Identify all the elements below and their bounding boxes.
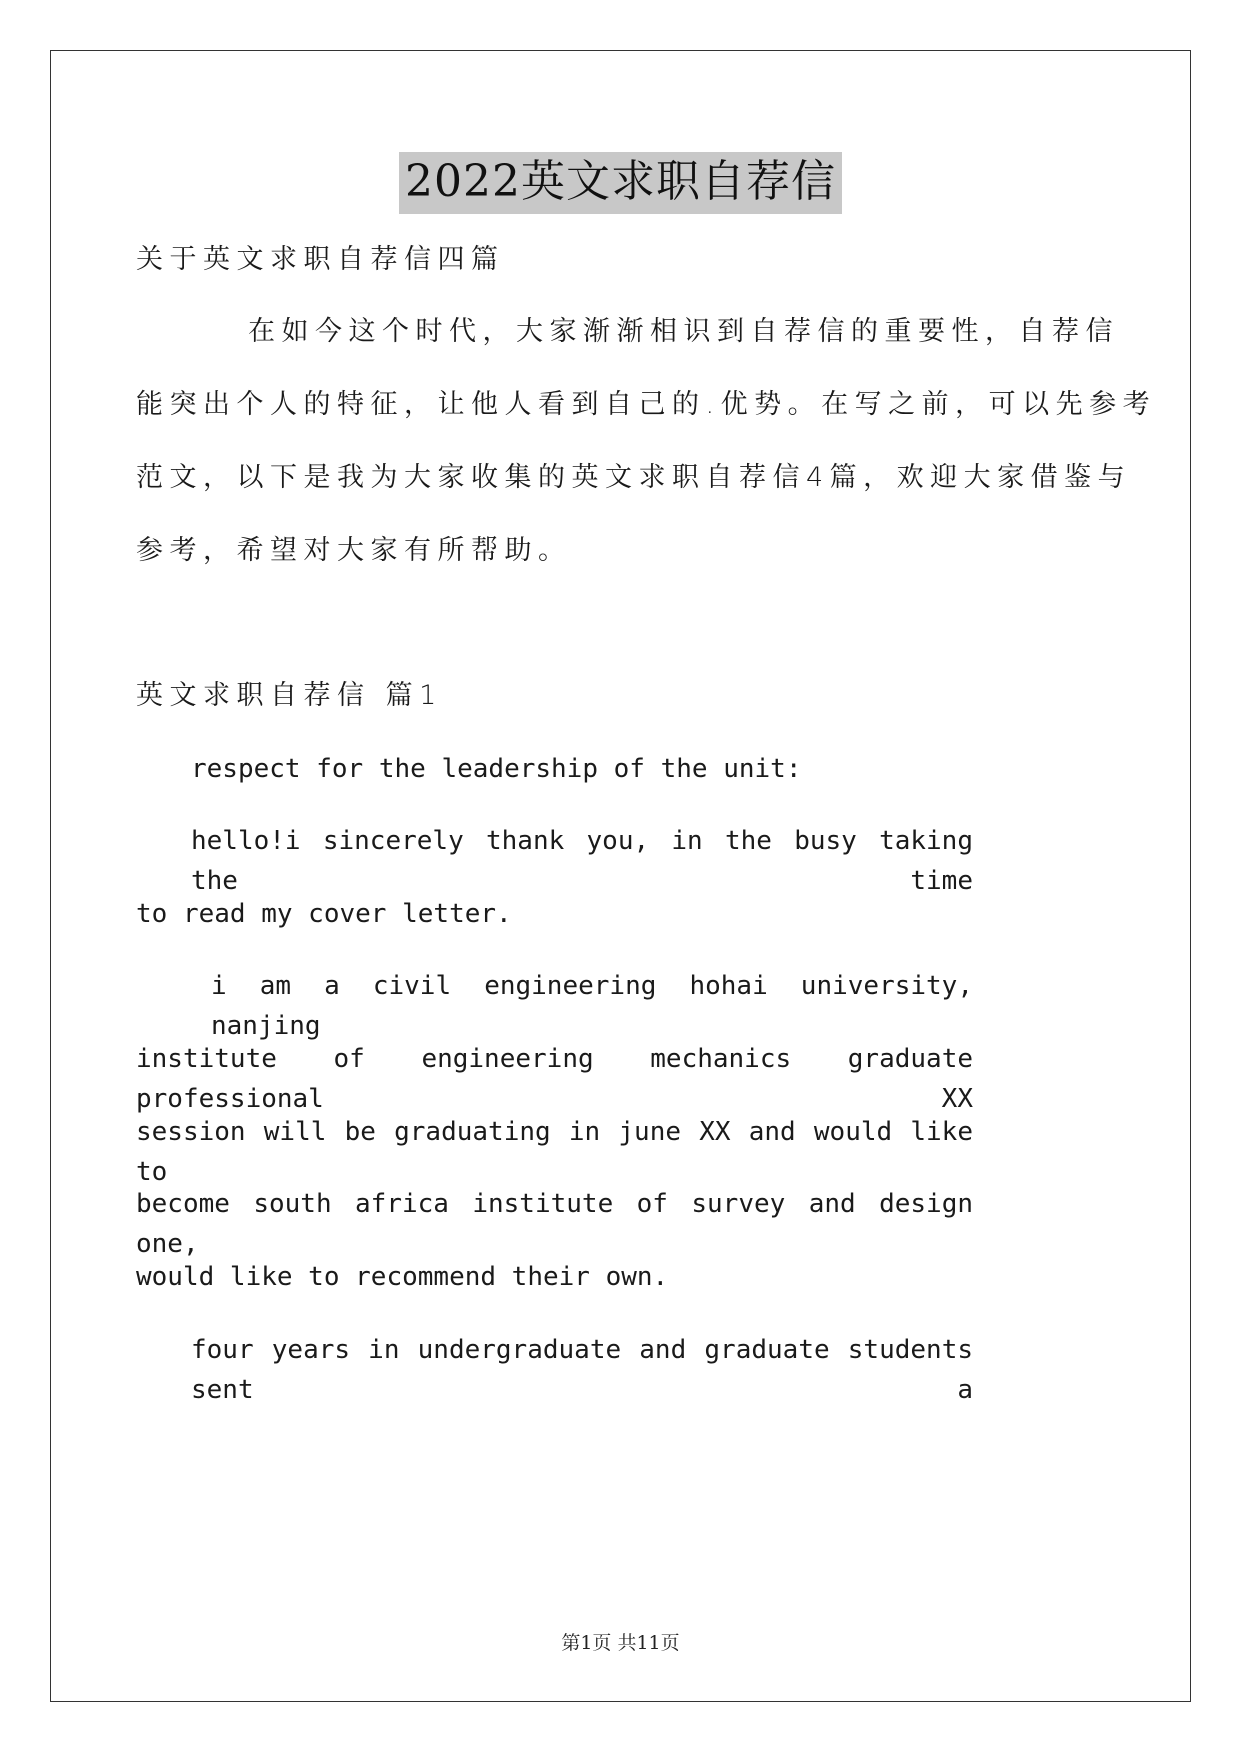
letter-line: respect for the leadership of the unit: [191, 754, 802, 784]
document-title: 2022英文求职自荐信 [399, 152, 842, 214]
letter-line: to read my cover letter. [136, 899, 512, 929]
section-heading: 英文求职自荐信 篇1 [136, 680, 443, 711]
letter-line: i am a civil engineering hohai university, nanjing [211, 971, 973, 1041]
letter-line: four years in undergraduate and graduate students sent a [191, 1335, 973, 1405]
letter-line: become south africa institute of survey and design one, [136, 1189, 973, 1259]
title-container [0, 152, 1241, 214]
intro-line: 能突出个人的特征，让他人看到自己的.优势。在写之前，可以先参考 [136, 389, 1157, 420]
intro-line: 范文，以下是我为大家收集的英文求职自荐信4篇，欢迎大家借鉴与 [136, 462, 1132, 493]
page-footer: 第1页 共11页 [561, 1632, 680, 1654]
letter-line: would like to recommend their own. [136, 1262, 669, 1292]
letter-line: hello!i sincerely thank you, in the busy taking the time [191, 826, 973, 896]
letter-line: institute of engineering mechanics graduate professional XX [136, 1044, 973, 1114]
document-subtitle: 关于英文求职自荐信四篇 [136, 244, 505, 275]
letter-line: session will be graduating in june XX and would like to [136, 1117, 973, 1187]
intro-line: 参考，希望对大家有所帮助。 [136, 535, 572, 566]
intro-line: 在如今这个时代，大家渐渐相识到自荐信的重要性，自荐信 [248, 316, 1119, 347]
